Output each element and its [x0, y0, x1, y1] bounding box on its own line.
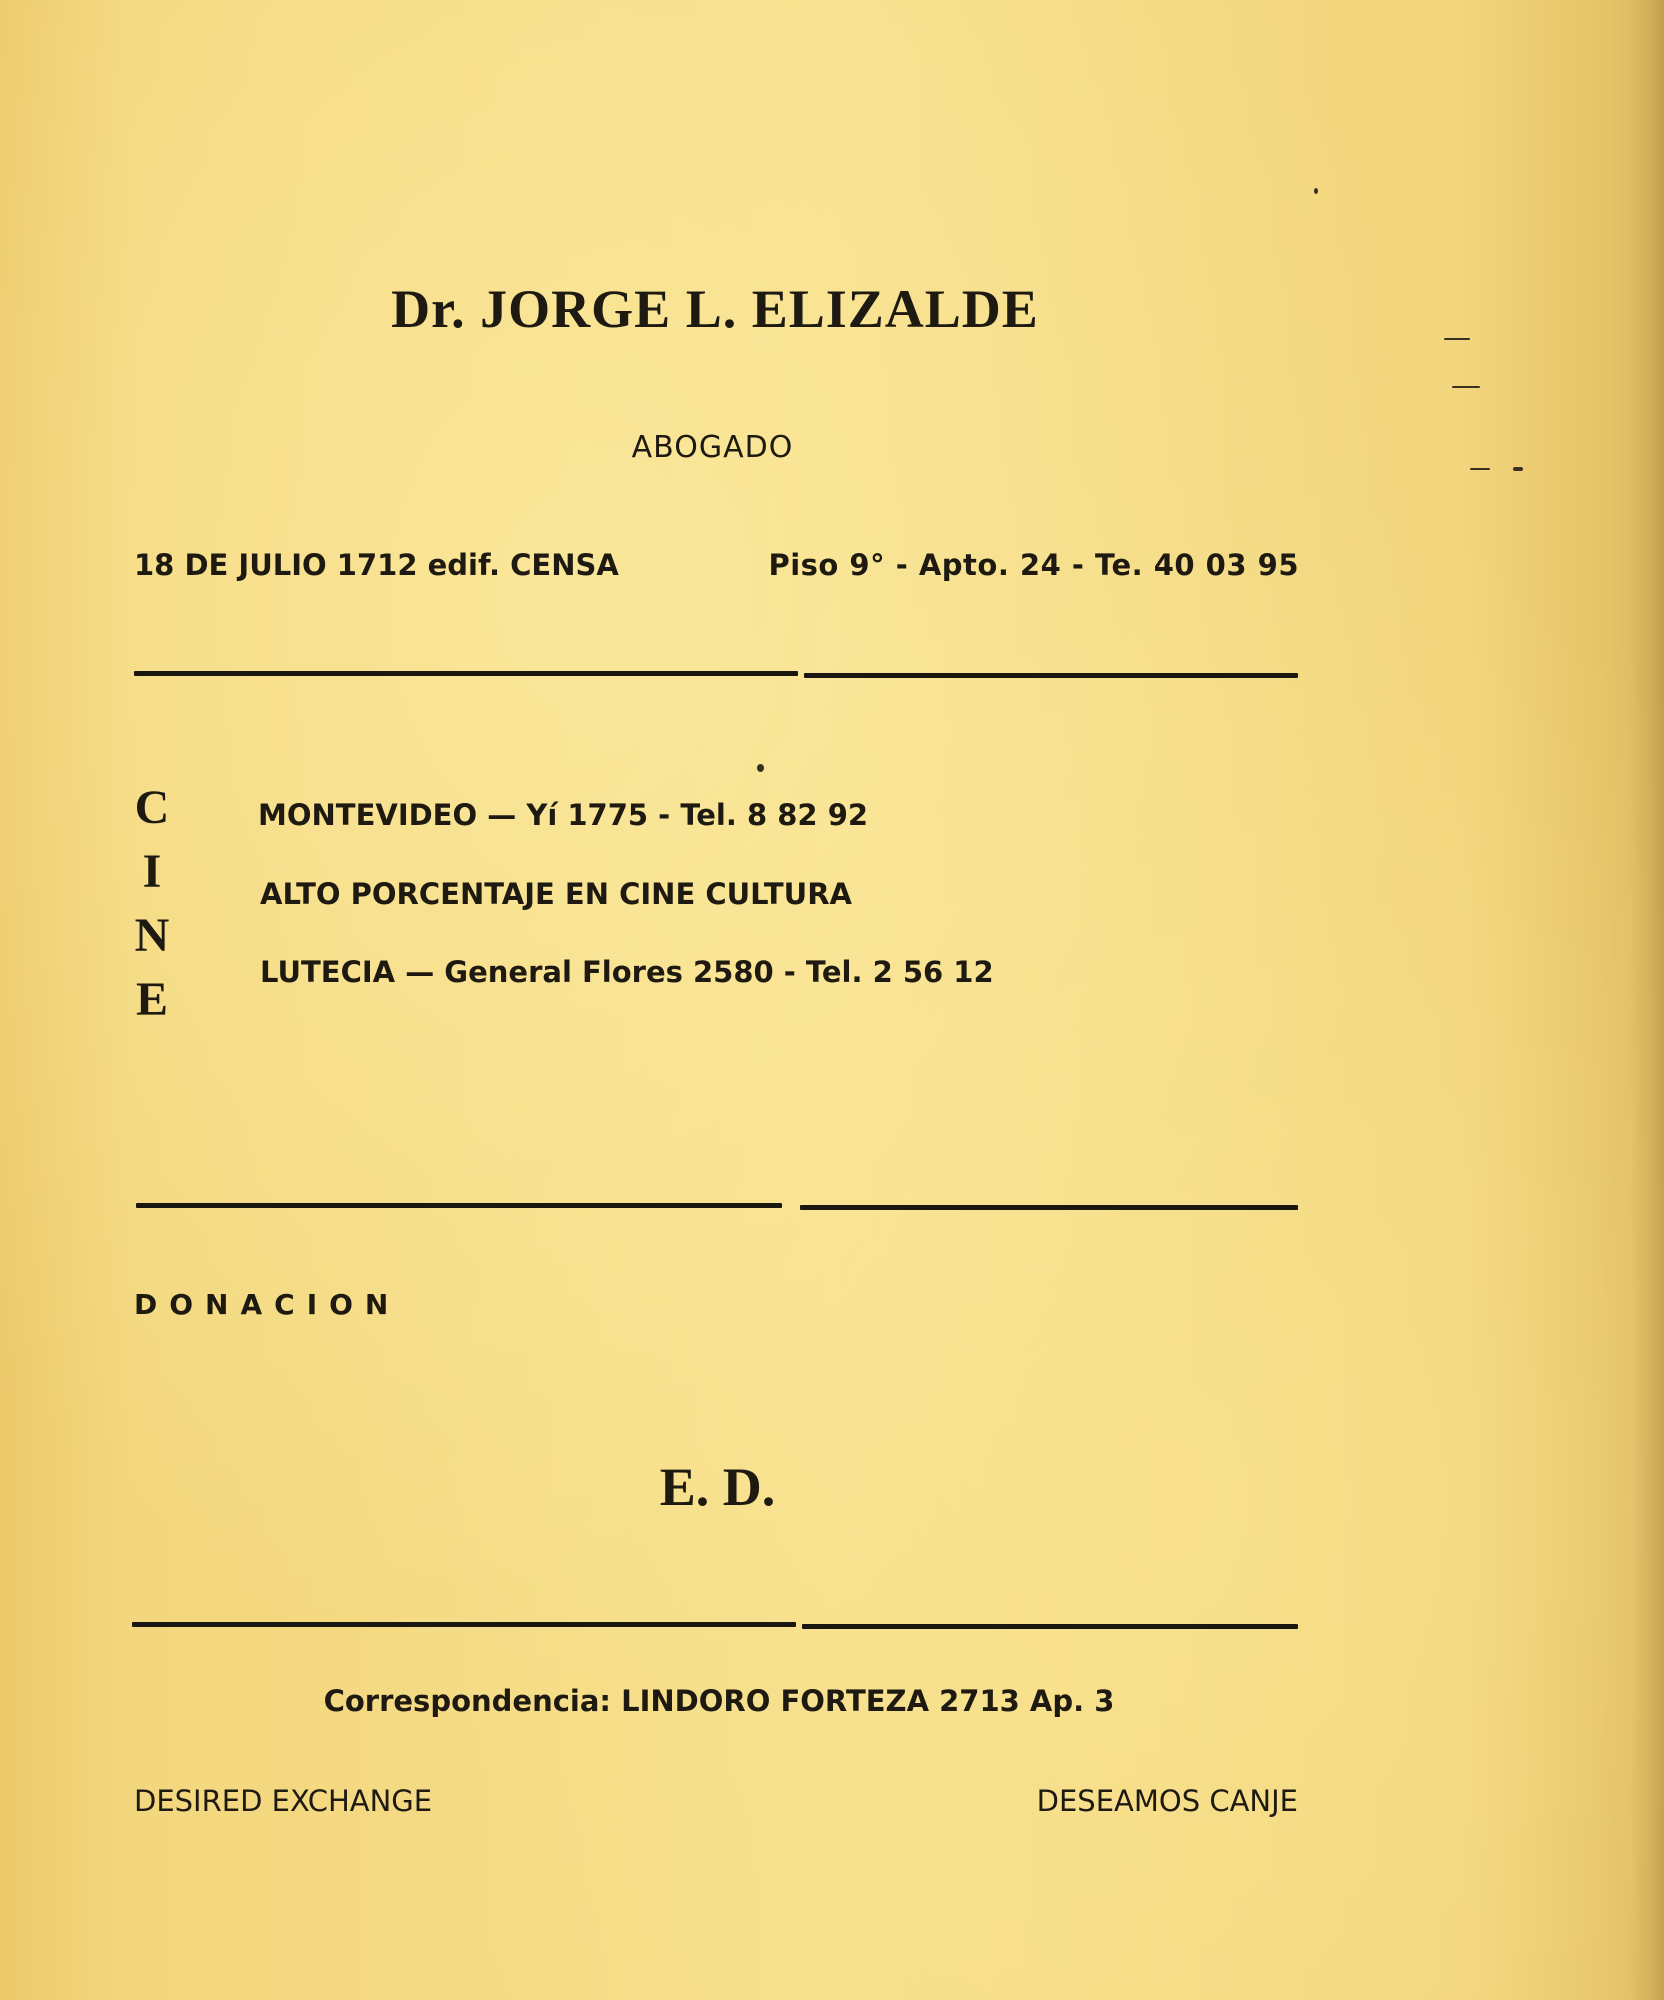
divider-rule-top-right: [804, 673, 1298, 678]
cine-montevideo-line: MONTEVIDEO — Yí 1775 - Tel. 8 82 92: [258, 798, 869, 832]
ink-speck: [1314, 188, 1318, 194]
divider-rule-middle-right: [800, 1205, 1298, 1210]
ink-speck: [1452, 386, 1480, 388]
lawyer-name: Dr. JORGE L. ELIZALDE: [391, 279, 1039, 339]
cine-vertical-letter: E: [135, 973, 168, 1026]
correspondence-address: Correspondencia: LINDORO FORTEZA 2713 Ap. 3: [323, 1684, 1115, 1718]
cine-vertical-letter: C: [134, 781, 170, 834]
divider-rule-bottom-left: [132, 1622, 796, 1627]
exchange-request-english: DESIRED EXCHANGE: [134, 1784, 433, 1818]
profession-label: ABOGADO: [631, 430, 794, 465]
ink-speck: [1470, 468, 1490, 470]
office-address: 18 DE JULIO 1712 edif. CENSA: [134, 548, 619, 582]
ink-speck: [1513, 467, 1523, 471]
paper-edge: [1630, 0, 1664, 2000]
donor-initials: E. D.: [659, 1457, 776, 1517]
ink-speck: [757, 764, 764, 772]
ink-speck: [1444, 338, 1470, 340]
cine-vertical-letter: I: [142, 845, 162, 898]
office-floor-phone: Piso 9° - Apto. 24 - Te. 40 03 95: [768, 548, 1299, 582]
divider-rule-middle-left: [136, 1203, 782, 1208]
cine-lutecia-line: LUTECIA — General Flores 2580 - Tel. 2 56 12: [260, 955, 994, 989]
divider-rule-top-left: [134, 671, 798, 676]
cine-vertical-letter: N: [134, 909, 170, 962]
divider-rule-bottom-right: [802, 1624, 1298, 1629]
exchange-request-spanish: DESEAMOS CANJE: [1036, 1784, 1298, 1818]
cine-culture-line: ALTO PORCENTAJE EN CINE CULTURA: [260, 877, 852, 911]
donation-label: DONACION: [134, 1288, 401, 1321]
